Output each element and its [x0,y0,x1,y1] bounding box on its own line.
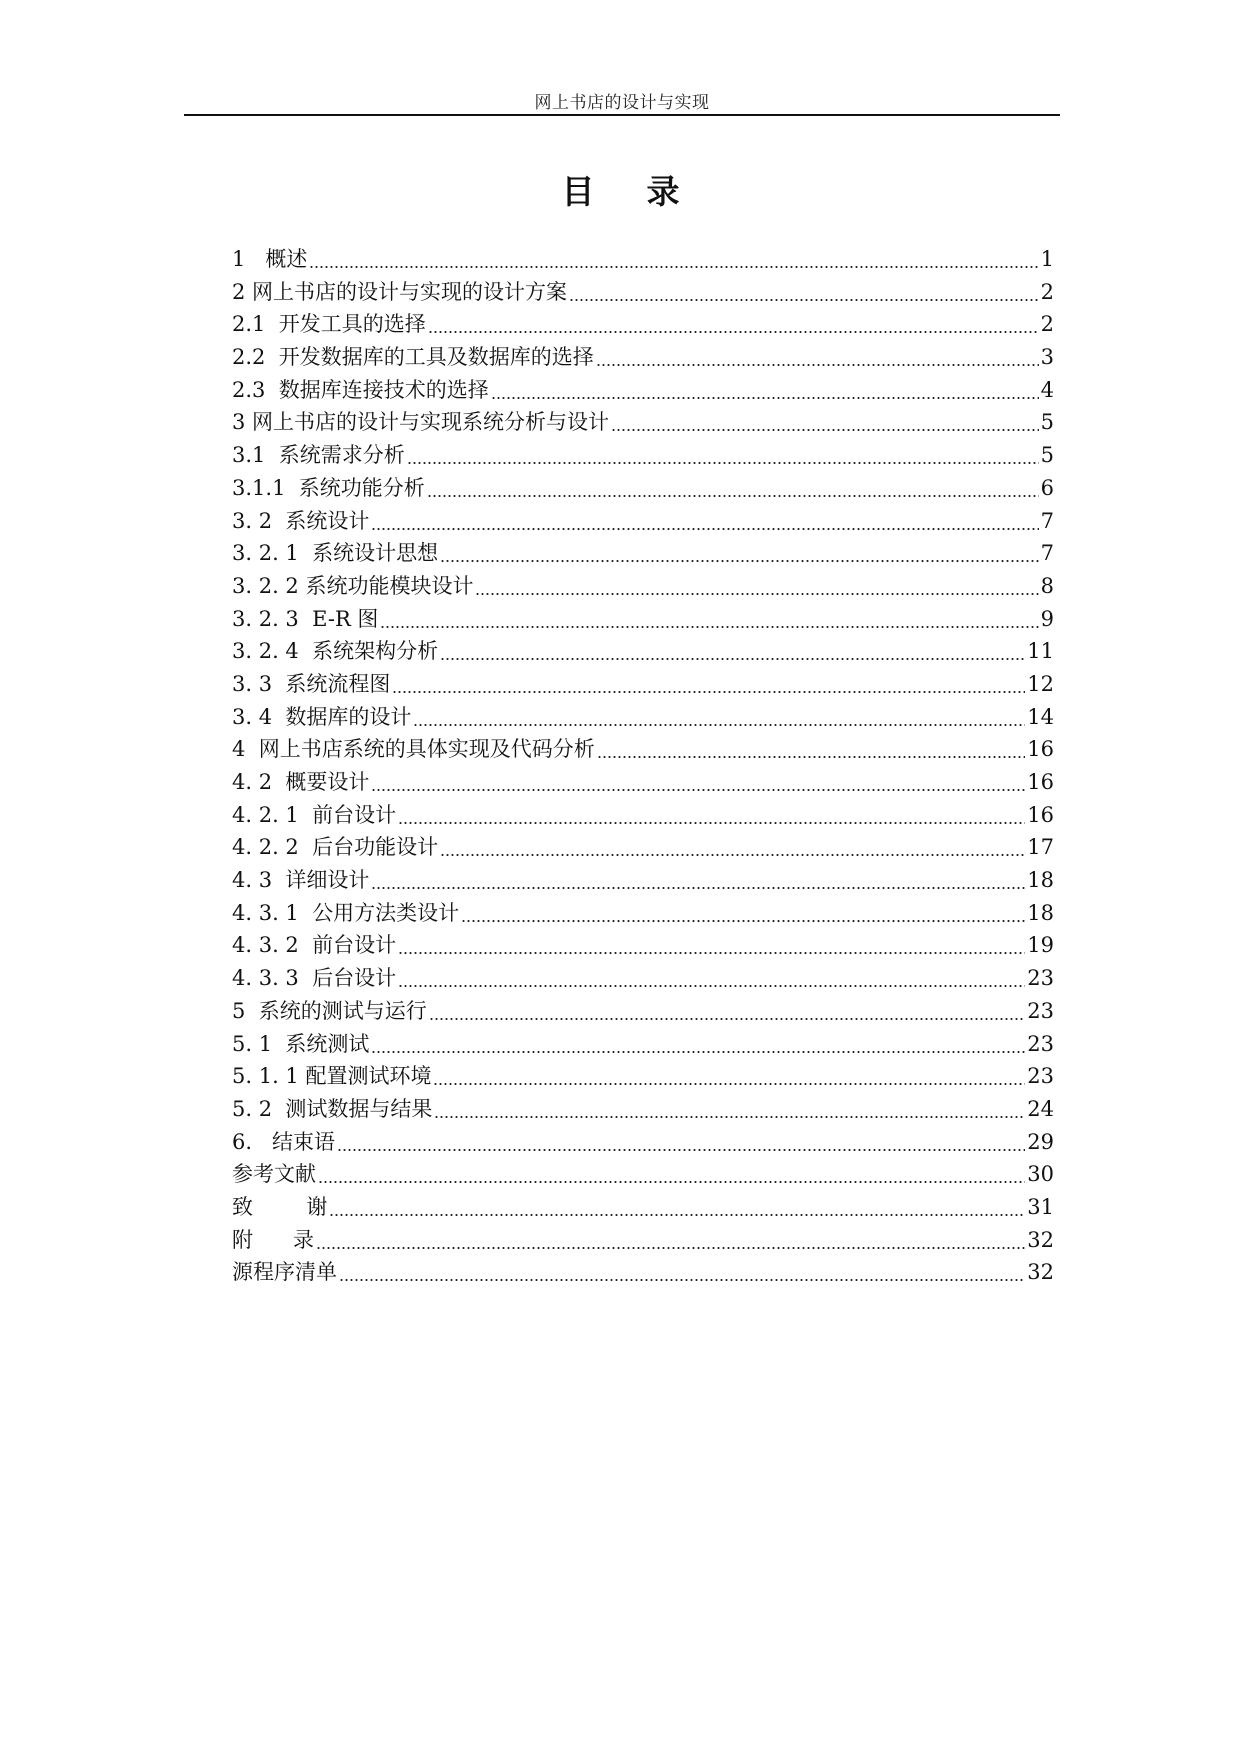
toc-entry-page-number: 16 [1027,802,1054,827]
toc-dot-leader [461,901,1025,923]
toc-dot-leader [398,933,1025,955]
toc-entry-label: 3. 3 系统流程图 [232,671,391,696]
toc-entry-page-number: 2 [1040,279,1054,304]
toc-entry[interactable] [232,1256,1054,1289]
toc-entry-label: 3. 2. 1 系统设计思想 [232,541,439,566]
toc-entry-label: 3. 4 数据库的设计 [232,704,412,729]
toc-dot-leader [371,770,1025,792]
toc-dot-leader [597,737,1026,759]
toc-dot-leader [440,835,1025,857]
toc-entry[interactable] [232,1028,1054,1061]
toc-entry[interactable] [232,406,1054,439]
toc-dot-leader [316,1228,1025,1250]
toc-entry-label: 4. 3. 1 公用方法类设计 [232,900,460,925]
toc-entry-page-number: 30 [1027,1162,1054,1187]
toc-entry[interactable] [232,1191,1054,1224]
toc-entry[interactable] [232,603,1054,636]
toc-entry-page-number: 8 [1040,573,1054,598]
toc-entry-page-number: 23 [1027,1064,1054,1089]
toc-dot-leader [407,443,1039,465]
toc-entry-label: 6. 结束语 [232,1129,336,1154]
toc-entry-label: 4. 2 概要设计 [232,770,370,794]
toc-entry[interactable] [232,1093,1054,1126]
toc-entry[interactable] [232,962,1054,995]
toc-entry-page-number: 23 [1027,998,1054,1023]
toc-entry-page-number: 1 [1040,247,1054,271]
toc-entry-page-number: 17 [1027,835,1054,860]
toc-dot-leader [429,999,1026,1021]
toc-dot-leader [398,803,1025,825]
toc-entry-page-number: 23 [1027,966,1054,991]
toc-entry-page-number: 18 [1027,900,1054,925]
toc-entry-page-number: 29 [1027,1129,1054,1154]
toc-entry-label: 3. 2. 3 E-R 图 [232,606,379,631]
toc-entry-label: 4. 3. 3 后台设计 [232,966,397,991]
toc-entry-page-number: 5 [1040,443,1054,468]
toc-dot-leader [337,1130,1025,1152]
toc-title [0,166,1241,213]
toc-entry-label: 4 网上书店系统的具体实现及代码分析 [232,737,595,762]
toc-entry[interactable] [232,1126,1054,1159]
toc-entry-label: 5. 1 系统测试 [232,1031,370,1056]
toc-dot-leader [569,280,1039,302]
toc-entry[interactable] [232,701,1054,734]
toc-dot-leader [371,1032,1025,1054]
toc-title-char-1: 目 [561,172,595,211]
toc-entry-label: 参考文献 [232,1162,316,1187]
toc-entry-page-number: 6 [1040,475,1054,500]
toc-entry-page-number: 7 [1040,508,1054,533]
toc-entry-page-number: 12 [1027,671,1054,696]
toc-entry[interactable] [232,733,1054,766]
toc-entry-page-number: 16 [1027,770,1054,794]
toc-entry-label: 4. 3 详细设计 [232,868,370,893]
toc-entry-page-number: 14 [1027,704,1054,729]
toc-entry[interactable] [232,1060,1054,1093]
toc-entry[interactable] [232,243,1054,276]
toc-entry-page-number: 32 [1027,1260,1054,1285]
toc-entry-label: 2.1 开发工具的选择 [232,312,426,337]
header-rule [184,114,1060,116]
toc-dot-leader [611,410,1039,432]
toc-entry[interactable] [232,864,1054,897]
toc-entry[interactable] [232,799,1054,832]
toc-entry-label: 3 网上书店的设计与实现系统分析与设计 [232,410,610,435]
toc-entry-label: 4. 2. 1 前台设计 [232,802,397,827]
toc-entry-label: 5. 1. 1 配置测试环境 [232,1064,432,1089]
toc-entry-label: 3. 2. 2 系统功能模块设计 [232,573,474,598]
toc-entry-label: 2 网上书店的设计与实现的设计方案 [232,279,568,304]
toc-entry[interactable] [232,374,1054,407]
toc-entry-page-number: 3 [1040,345,1054,370]
toc-entry-label: 4. 2. 2 后台功能设计 [232,835,439,860]
toc-dot-leader [596,345,1039,367]
toc-entry[interactable] [232,472,1054,505]
toc-dot-leader [440,541,1038,563]
toc-dot-leader [475,574,1038,596]
toc-dot-leader [434,1097,1025,1119]
toc-entry-label: 2.2 开发数据库的工具及数据库的选择 [232,345,594,370]
toc-entry-label: 3.1.1 系统功能分析 [232,475,425,500]
toc-entry-page-number: 19 [1027,933,1054,958]
toc-entry-label: 2.3 数据库连接技术的选择 [232,377,489,402]
toc-dot-leader [433,1064,1025,1086]
toc-entry-page-number: 16 [1027,737,1054,762]
toc-dot-leader [329,1195,1025,1217]
toc-entry-label: 附 录 [232,1227,315,1252]
toc-entry[interactable] [232,570,1054,603]
toc-entry-label: 3. 2. 4 系统架构分析 [232,639,439,664]
toc-entry-label: 1 概述 [232,247,308,271]
toc-dot-leader [413,705,1025,727]
toc-entry[interactable] [232,668,1054,701]
toc-entry[interactable] [232,439,1054,472]
toc-dot-leader [491,378,1039,400]
toc-dot-leader [339,1260,1025,1282]
toc-entry[interactable] [232,1224,1054,1257]
toc-entry-label: 5. 2 测试数据与结果 [232,1096,433,1121]
toc-entry[interactable] [232,929,1054,962]
toc-dot-leader [427,476,1039,498]
toc-dot-leader [392,672,1025,694]
toc-entry-page-number: 7 [1040,541,1054,566]
toc-entry-label: 3.1 系统需求分析 [232,443,405,468]
toc-entry-page-number: 9 [1040,606,1054,631]
toc-dot-leader [371,509,1038,531]
toc-entry-page-number: 2 [1040,312,1054,337]
toc-dot-leader [318,1162,1025,1184]
toc-dot-leader [371,868,1025,890]
toc-entry-page-number: 24 [1027,1096,1054,1121]
toc-dot-leader [428,312,1039,334]
toc-entry[interactable] [232,1158,1054,1191]
toc-entry[interactable] [232,897,1054,930]
toc-entry[interactable] [232,831,1054,864]
toc-entry-page-number: 5 [1040,410,1054,435]
toc-entry[interactable] [232,635,1054,668]
toc-entry-label: 致 谢 [232,1194,328,1219]
toc-entry-page-number: 31 [1027,1194,1054,1219]
toc-dot-leader [380,607,1038,629]
table-of-contents [232,243,1054,1289]
toc-title-char-2: 录 [646,172,680,211]
running-header: 网上书店的设计与实现 [534,93,710,113]
toc-entry[interactable] [232,308,1054,341]
toc-entry-label: 5 系统的测试与运行 [232,998,427,1023]
toc-entry[interactable] [232,276,1054,309]
toc-entry-page-number: 4 [1040,377,1054,402]
toc-entry-page-number: 11 [1027,639,1054,664]
toc-entry-label: 源程序清单 [232,1260,337,1285]
toc-entry[interactable] [232,995,1054,1028]
toc-entry-label: 3. 2 系统设计 [232,508,370,533]
toc-entry-page-number: 18 [1027,868,1054,893]
toc-entry[interactable] [232,766,1054,799]
toc-dot-leader [440,639,1025,661]
toc-entry-label: 4. 3. 2 前台设计 [232,933,397,958]
toc-entry-page-number: 32 [1027,1227,1054,1252]
toc-entry[interactable] [232,341,1054,374]
toc-dot-leader [398,966,1025,988]
toc-entry[interactable] [232,505,1054,538]
toc-entry[interactable] [232,537,1054,570]
toc-dot-leader [309,247,1038,269]
toc-entry-page-number: 23 [1027,1031,1054,1056]
